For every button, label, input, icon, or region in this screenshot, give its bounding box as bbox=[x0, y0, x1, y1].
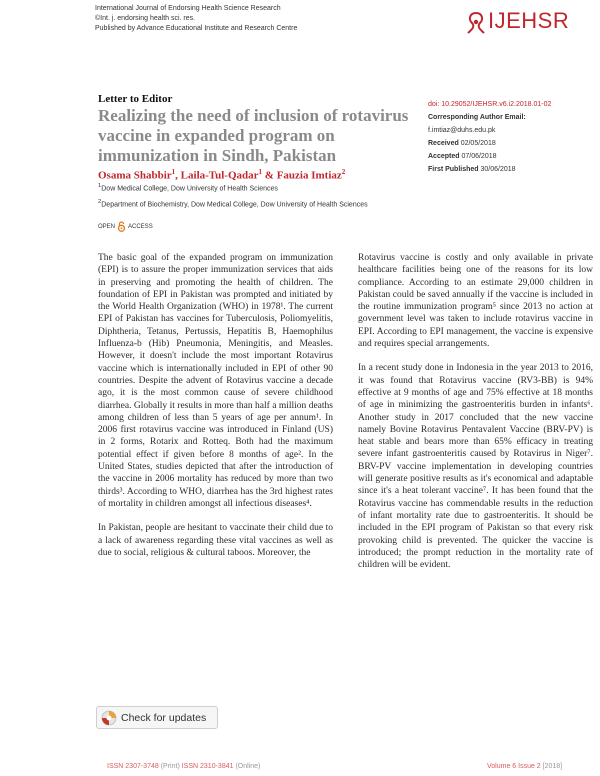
author-list bbox=[98, 168, 345, 182]
journal-logo bbox=[466, 8, 596, 40]
article-type: Letter to Editor bbox=[98, 93, 173, 105]
accepted-date: Accepted 07/06/2018 bbox=[428, 153, 497, 160]
open-access-badge bbox=[98, 221, 153, 232]
open-access-open: OPEN bbox=[98, 223, 116, 230]
author-sup: 1 bbox=[171, 168, 176, 176]
volume-year: [2018] bbox=[542, 763, 563, 770]
check-for-updates-button[interactable] bbox=[96, 706, 218, 729]
journal-header bbox=[95, 4, 297, 34]
issn-print: ISSN 2307-3748 bbox=[107, 763, 159, 770]
body-column-right bbox=[358, 252, 593, 583]
affiliation-text: Dow Medical College, Dow University of Health Sciences bbox=[101, 185, 278, 193]
open-lock-icon bbox=[117, 221, 126, 232]
corresponding-author-email[interactable]: f.imtiaz@duhs.edu.pk bbox=[428, 127, 496, 134]
logo-text: IJEHSR bbox=[488, 8, 570, 33]
body-column-left bbox=[98, 252, 333, 571]
body-paragraph: In a recent study done in Indonesia in the year 2013 to 2016, it was found that Rotavirus vaccine (RV3-BB) is 94% effective at 9 months of age and 75% effective at 18 months of age in minimizing the gastroenteritis burden in infants⁶. Another study in 2017 concluded that the new vaccine namely Bovine Rotavirus Pentavalent Vaccine (BRV-PV) is heat stable and bears more than 65% efficacy in treating severe infant gastroenteritis caused by Rotavirus in Niger⁷. BRV-PV vaccine implementation in developing countries will generate positive results as it's economical and adaptable since it's a heat tolerant vaccine⁷. It has been found that the Rotavirus vaccine has commendable results in the reduction of infant mortality rate due to gastroenteritis. It should be included in the EPI program of Pakistan so that every risk provoking child is prevented. The quicker the vaccine is introduced; the prompt reduction in the mortality rate of children will be evident. bbox=[358, 363, 593, 571]
body-paragraph: In Pakistan, people are hesitant to vaccinate their child due to a lack of awareness regarding these vital vaccines as well as due to social, religious & cultural taboos. Moreover, the bbox=[98, 523, 333, 558]
author-name: Laila-Tul-Qadar bbox=[180, 169, 259, 182]
body-paragraph: Rotavirus vaccine is costly and only available in private healthcare facilities being one of the reasons for its low compliance. According to an estimate 29,000 children in Pakistan could be saved annually if the vaccine is included in the routine immunization program⁵ since 2013 no action at government level was taken to include rotavirus vaccine in EPI. According to EPI management, the vaccine is expensive and requires special arrangements. bbox=[358, 253, 593, 350]
open-access-access: ACCESS bbox=[128, 223, 153, 230]
journal-name: International Journal of Endorsing Health Science Research bbox=[95, 5, 281, 12]
received-date: Received 02/05/2018 bbox=[428, 140, 496, 147]
issn-online: ISSN 2310-3841 bbox=[181, 763, 234, 770]
affiliation bbox=[98, 183, 278, 192]
journal-logo-icon bbox=[466, 11, 486, 35]
volume-issue: Volume 6 Issue 2 bbox=[487, 763, 541, 770]
corresponding-author-label: Corresponding Author Email: bbox=[428, 114, 526, 121]
issn-print-label: (Print) bbox=[160, 763, 180, 770]
doi-link[interactable]: doi: 10.29052/IJEHSR.v6.i2.2018.01-02 bbox=[428, 101, 552, 108]
footer-issn bbox=[107, 763, 260, 770]
author-separator: , bbox=[175, 169, 181, 182]
body-paragraph: The basic goal of the expanded program on immunization (EPI) is to assure the proper immunization services that aids in preserving and promoting the health of children. The foundation of EPI in Pakistan was prompted and initiated by the World Health Organization (WHO) in 1978¹. The current EPI of Pakistan has vaccines for Tuberculosis, Poliomyelitis, Diphtheria, Tetanus, Pertussis, Hepatitis B, Haemophilus Influenza-b (Hib) Pneumonia, Meningitis, and Measles. However, it doesn't include the most important Rotavirus vaccine which is internationally included in EPI of other 90 countries. Despite the advent of Rotavirus vaccine a decade ago, it is the most common cause of severe childhood diarrhea. Globally it results in more than half a million deaths among children of less than 5 years of age per annum¹. In 2006 first rotavirus vaccine was introduced in Finland (US) in 2 forms, Rotarix and Rotteq. Both had the maximum potential effect if given before 8 months of age². In the United States, studies depicted that after the introduction of the vaccine in 2006 mortality has reduced by more than two thirds³. According to WHO, diarrhea has the 3rd highest rates of mortality in children amongst all infectious diseases⁴. bbox=[98, 253, 333, 509]
author-separator: & bbox=[262, 169, 277, 182]
footer-volume bbox=[487, 763, 562, 770]
author-sup: 2 bbox=[341, 168, 346, 176]
affiliation bbox=[98, 199, 368, 208]
author-name: Osama Shabbir bbox=[98, 169, 172, 182]
journal-publisher: Published by Advance Educational Institute and Research Centre bbox=[95, 25, 298, 32]
author-name: Fauzia Imtiaz bbox=[276, 169, 342, 182]
published-date: First Published 30/06/2018 bbox=[428, 166, 516, 173]
affiliation-text: Department of Biochemistry, Dow Medical College, Dow University of Health Sciences bbox=[101, 201, 368, 209]
journal-abbrev: ©Int. j. endorsing health sci. res. bbox=[95, 15, 196, 22]
affiliation-sup: 1 bbox=[98, 183, 102, 189]
issn-online-label: (Online) bbox=[235, 763, 261, 770]
author-sup: 1 bbox=[258, 168, 263, 176]
article-title: Realizing the need of inclusion of rotavirus vaccine in expanded program on immunization in Sindh, Pakistan bbox=[98, 106, 409, 165]
affiliation-sup: 2 bbox=[98, 199, 102, 205]
check-updates-label: Check for updates bbox=[121, 711, 207, 724]
article-meta bbox=[428, 98, 551, 176]
check-updates-icon bbox=[101, 710, 117, 726]
